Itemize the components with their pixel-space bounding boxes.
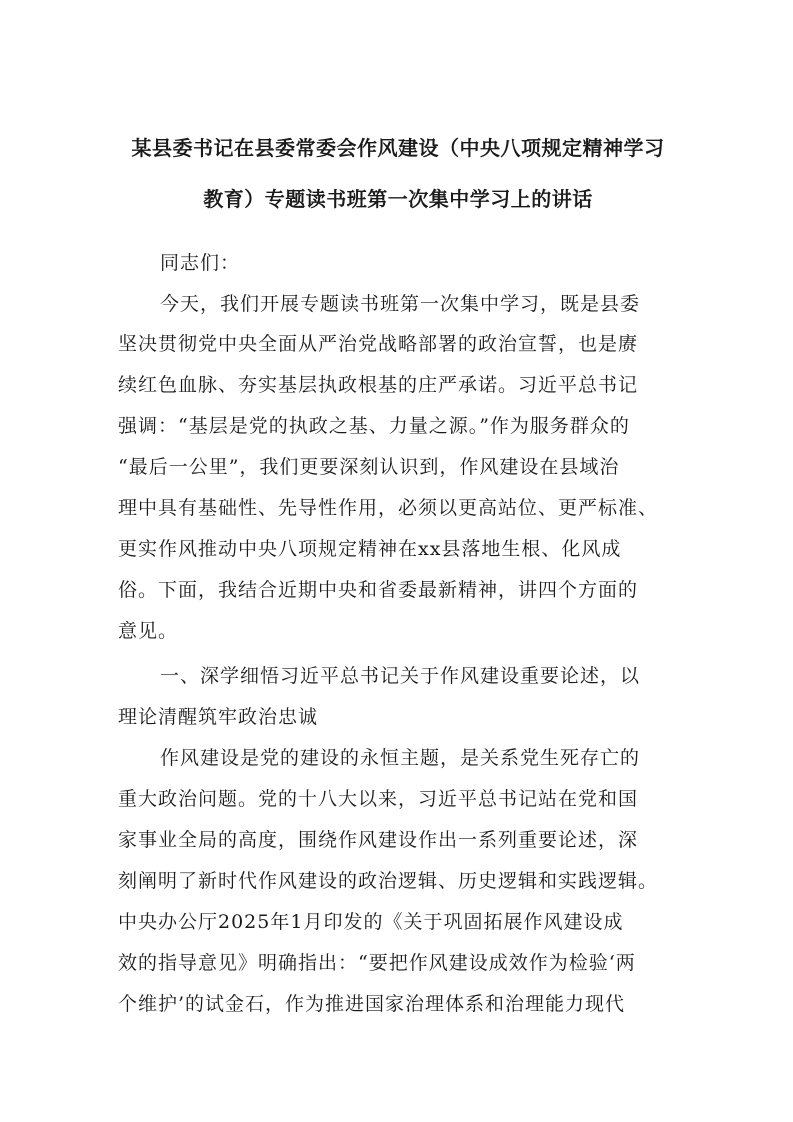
body-line: 重大政治问题。党的十八大以来，习近平总书记站在党和国 [118,788,639,810]
body-line: 个维护’的试金石，作为推进国家治理体系和治理能力现代 [118,993,626,1015]
body-line: “最后一公里”，我们更要深刻认识到，作风建设在县域治 [118,456,620,478]
section-heading-line: 一、深学细悟习近平总书记关于作风建设重要论述，以 [160,665,641,687]
body-line: 中央办公厅2025年1月印发的《关于巩固拓展作风建设成 [118,911,624,933]
salutation: 同志们： [160,252,241,274]
body-line: 理中具有基础性、先导性作用，必须以更高站位、更严标准、 [118,497,659,519]
body-line: 坚决贯彻党中央全面从严治党战略部署的政治宣誓，也是赓 [118,333,639,355]
body-line: 意见。 [118,620,179,642]
body-line: 作风建设是党的建设的永恒主题，是关系党生死存亡的 [160,747,641,769]
body-line: 刻阐明了新时代作风建设的政治逻辑、历史逻辑和实践逻辑。 [118,870,659,892]
body-line: 今天，我们开展专题读书班第一次集中学习，既是县委 [160,293,641,315]
document-title-line-1: 某县委书记在县委常委会作风建设（中央八项规定精神学习 [131,136,665,160]
document-title-line-2: 教育）专题读书班第一次集中学习上的讲话 [203,187,593,211]
body-line: 续红色血脉、夯实基层执政根基的庄严承诺。习近平总书记 [118,374,639,396]
body-line: 俗。下面，我结合近期中央和省委最新精神，讲四个方面的 [118,579,639,601]
body-line: 效的指导意见》明确指出：“要把作风建设成效作为检验‘两 [118,952,636,974]
body-line: 强调：“基层是党的执政之基、力量之源。”作为服务群众的 [118,415,630,437]
section-heading-line: 理论清醒筑牢政治忠诚 [118,706,319,728]
body-line: 家事业全局的高度，围绕作风建设作出一系列重要论述，深 [118,829,639,851]
body-line: 更实作风推动中央八项规定精神在xx县落地生根、化风成 [118,538,622,560]
